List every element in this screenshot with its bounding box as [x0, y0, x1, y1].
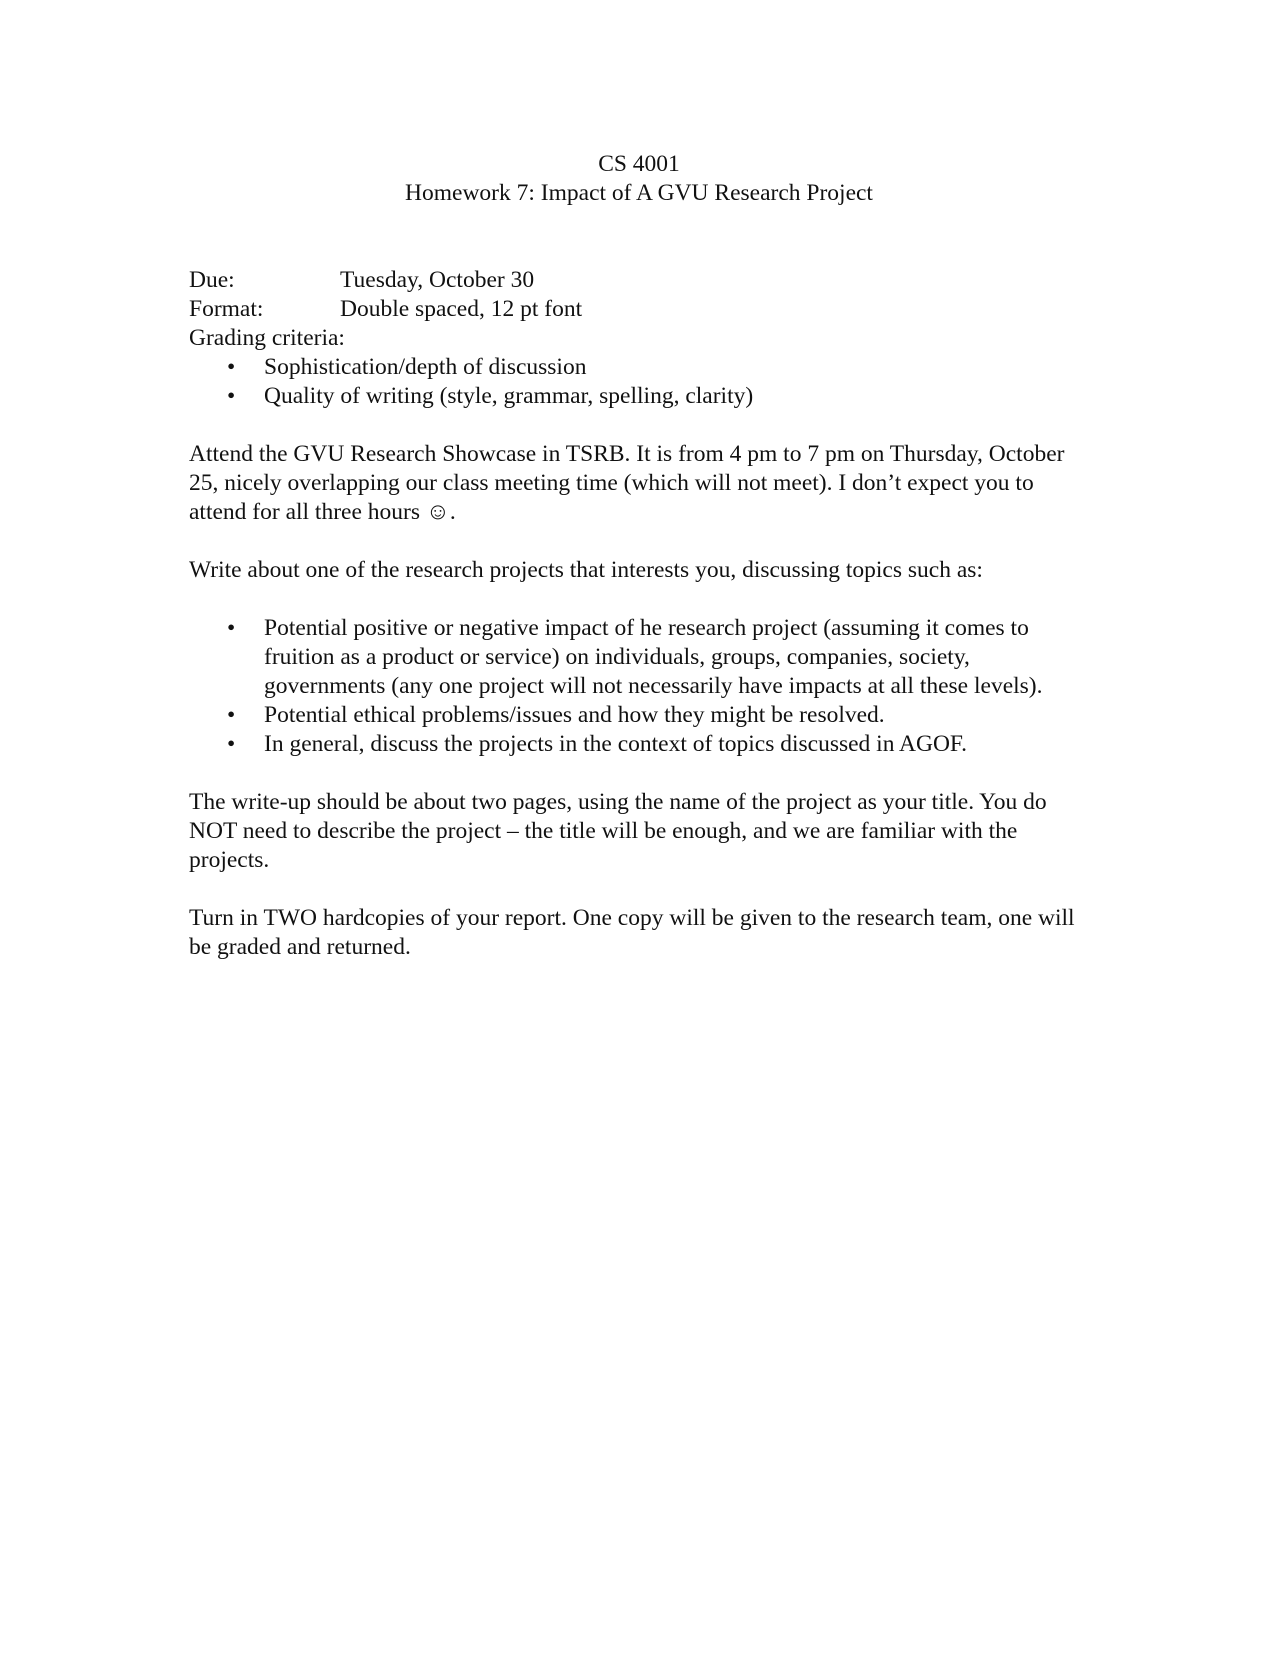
bullet-icon: • — [227, 383, 236, 409]
list-item — [189, 382, 1089, 411]
grading-item: Quality of writing (style, grammar, spelling, clarity) — [264, 383, 754, 409]
list-item — [189, 701, 1089, 730]
due-row — [189, 266, 1089, 295]
grading-label: Grading criteria: — [189, 325, 345, 351]
paragraph-write-about: Write about one of the research projects that interests you, discussing topics such as: — [189, 557, 983, 583]
format-label: Format: — [189, 296, 264, 322]
due-label: Due: — [189, 267, 235, 293]
list-item — [189, 730, 1089, 759]
bullet-icon: • — [227, 354, 236, 380]
bullet-icon: • — [227, 702, 236, 728]
paragraph-turn-in: Turn in TWO hardcopies of your report. One copy will be given to the research team, one will be graded and returned. — [189, 905, 1075, 960]
assignment-title: Homework 7: Impact of A GVU Research Project — [405, 180, 873, 206]
topic-item: Potential positive or negative impact of he research project (assuming it comes to fruition as a product or service) on individuals, groups, companies, society, governments (any one project will not necessarily have impacts at all these levels). — [264, 615, 1043, 699]
grading-item: Sophistication/depth of discussion — [264, 354, 587, 380]
topics-list — [189, 614, 1089, 759]
grading-criteria-list — [189, 353, 1089, 411]
course-code: CS 4001 — [598, 151, 680, 177]
paragraph-attend: Attend the GVU Research Showcase in TSRB. It is from 4 pm to 7 pm on Thursday, October 25, nicely overlapping our class meeting time (which will not meet). I don’t expect you to attend for all three hours ☺. — [189, 441, 1065, 525]
topic-item: In general, discuss the projects in the context of topics discussed in AGOF. — [264, 731, 967, 757]
bullet-icon: • — [227, 731, 236, 757]
format-value: Double spaced, 12 pt font — [340, 296, 583, 322]
paragraph-write-up: The write-up should be about two pages, using the name of the project as your title. You do NOT need to describe the project – the title will be enough, and we are familiar with the projects. — [189, 789, 1047, 873]
format-row — [189, 295, 1089, 324]
topic-item: Potential ethical problems/issues and how they might be resolved. — [264, 702, 885, 728]
list-item — [189, 614, 1089, 701]
document-content — [189, 150, 1089, 962]
list-item — [189, 353, 1089, 382]
bullet-icon: • — [227, 615, 236, 641]
due-value: Tuesday, October 30 — [340, 267, 535, 293]
